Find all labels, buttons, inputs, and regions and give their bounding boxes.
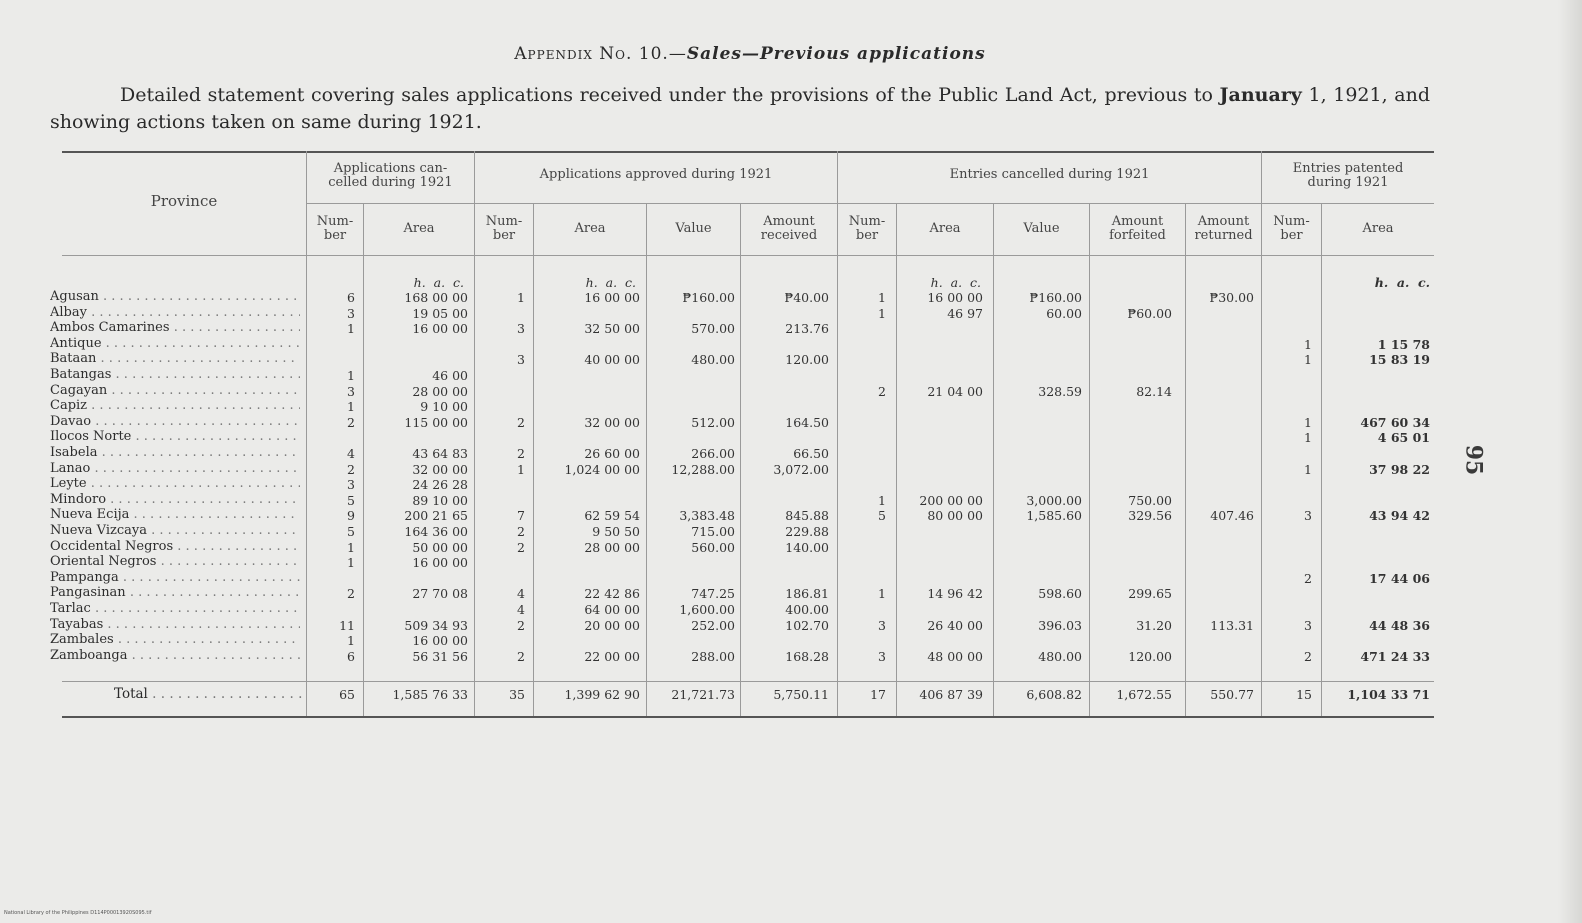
title-prefix: Appendix No. 10.— bbox=[514, 44, 687, 64]
total-cell: 15 bbox=[1296, 687, 1312, 702]
table-bottom-rule bbox=[62, 716, 1434, 718]
total-cell: 1,585 76 33 bbox=[392, 687, 468, 702]
table-cell-a2: 64 00 00 bbox=[584, 602, 640, 617]
table-cell-e2: 46 97 bbox=[947, 306, 983, 321]
table-row-province: Pampanga . . . bbox=[50, 570, 300, 585]
table-cell-a4: ₱40.00 bbox=[784, 290, 829, 305]
table-cell-e1: 3 bbox=[878, 649, 886, 664]
title-italic: Sales—Previous applications bbox=[686, 44, 986, 64]
header-num-text: Num- ber bbox=[316, 214, 354, 243]
table-row-province: Pangasinan . . . bbox=[50, 585, 300, 600]
table-cell-a4: 168.28 bbox=[785, 649, 829, 664]
table-cell-c1: 1 bbox=[347, 368, 355, 383]
table-cell-e3: 60.00 bbox=[1046, 306, 1082, 321]
table-cell-p1: 3 bbox=[1304, 508, 1312, 523]
table-cell-a1: 2 bbox=[517, 618, 525, 633]
table-cell-a2: 16 00 00 bbox=[584, 290, 640, 305]
table-cell-c2: 89 10 00 bbox=[412, 493, 468, 508]
table-cell-e1: 2 bbox=[878, 384, 886, 399]
table-cell-c1: 1 bbox=[347, 633, 355, 648]
units-label: h. a. c. bbox=[1374, 275, 1430, 290]
table-cell-p1: 2 bbox=[1304, 571, 1312, 586]
units-label: h. a. c. bbox=[930, 275, 981, 290]
header-area bbox=[534, 204, 646, 254]
scan-credit: National Library of the Philippines D114P00013920S095.tif bbox=[4, 910, 152, 916]
table-cell-e2: 26 40 00 bbox=[927, 618, 983, 633]
table-cell-c2: 164 36 00 bbox=[404, 524, 468, 539]
table-row-province: Albay . . . bbox=[50, 305, 300, 320]
table-row-province: Tarlac . . . bbox=[50, 601, 300, 616]
table-cell-c2: 19 05 00 bbox=[412, 306, 468, 321]
header-amount-forfeited-text: Amount forfeited bbox=[1109, 214, 1166, 243]
table-row-province: Oriental Negros . . . bbox=[50, 554, 300, 569]
header-entries-patented: Entries patented during 1921 bbox=[1292, 161, 1404, 190]
table-cell-e4: 31.20 bbox=[1136, 618, 1172, 633]
table-cell-a3: 3,383.48 bbox=[679, 508, 735, 523]
table-cell-a1: 1 bbox=[517, 290, 525, 305]
total-cell: 6,608.82 bbox=[1026, 687, 1082, 702]
table-row-province: Davao . . . bbox=[50, 414, 300, 429]
header-area bbox=[364, 204, 474, 254]
table-cell-e3: 598.60 bbox=[1038, 586, 1082, 601]
table-cell-a1: 2 bbox=[517, 649, 525, 664]
table-row-province: Tayabas . . . bbox=[50, 617, 300, 632]
table-cell-e1: 1 bbox=[878, 290, 886, 305]
table-cell-p2: 471 24 33 bbox=[1360, 649, 1430, 664]
table-cell-p1: 2 bbox=[1304, 649, 1312, 664]
table-cell-p1: 1 bbox=[1304, 430, 1312, 445]
table-cell-a3: 570.00 bbox=[691, 321, 735, 336]
table-cell-c2: 9 10 00 bbox=[420, 399, 468, 414]
intro-paragraph bbox=[50, 82, 1430, 136]
table-row-province: Nueva Ecija . . . bbox=[50, 507, 300, 522]
table-cell-a2: 40 00 00 bbox=[584, 352, 640, 367]
table-cell-p1: 3 bbox=[1304, 618, 1312, 633]
table-row-province: Isabela . . . bbox=[50, 445, 300, 460]
table-cell-c2: 16 00 00 bbox=[412, 633, 468, 648]
header-num bbox=[838, 204, 896, 254]
table-cell-c2: 28 00 00 bbox=[412, 384, 468, 399]
col-divider bbox=[896, 203, 897, 716]
table-cell-e2: 80 00 00 bbox=[927, 508, 983, 523]
table-cell-a3: 252.00 bbox=[691, 618, 735, 633]
table-cell-e3: 1,585.60 bbox=[1026, 508, 1082, 523]
table-cell-a4: 3,072.00 bbox=[773, 462, 829, 477]
table-cell-c2: 168 00 00 bbox=[404, 290, 468, 305]
table-cell-a1: 2 bbox=[517, 415, 525, 430]
table-cell-e5: 407.46 bbox=[1210, 508, 1254, 523]
table-cell-p2: 17 44 06 bbox=[1369, 571, 1430, 586]
table-row-province: Ambos Camarines . . . bbox=[50, 320, 300, 335]
table-cell-c2: 115 00 00 bbox=[404, 415, 468, 430]
table-cell-a1: 2 bbox=[517, 446, 525, 461]
table-cell-a3: 288.00 bbox=[691, 649, 735, 664]
table-cell-a4: 400.00 bbox=[785, 602, 829, 617]
table-cell-e4: 750.00 bbox=[1128, 493, 1172, 508]
table-cell-e4: 329.56 bbox=[1128, 508, 1172, 523]
table-row-province: Antique . . . bbox=[50, 336, 300, 351]
total-cell: 21,721.73 bbox=[671, 687, 735, 702]
table-cell-c2: 16 00 00 bbox=[412, 321, 468, 336]
table-cell-a4: 164.50 bbox=[785, 415, 829, 430]
table-cell-a1: 3 bbox=[517, 352, 525, 367]
header-applications-approved: Applications approved during 1921 bbox=[539, 167, 773, 182]
total-cell: 406 87 39 bbox=[919, 687, 983, 702]
table-cell-e3: 3,000.00 bbox=[1026, 493, 1082, 508]
total-cell: 1,399 62 90 bbox=[564, 687, 640, 702]
header-area-text: Area bbox=[929, 221, 961, 236]
table-cell-a3: 266.00 bbox=[691, 446, 735, 461]
table-cell-a3: 1,600.00 bbox=[679, 602, 735, 617]
table-row-province: Lanao . . . bbox=[50, 461, 300, 476]
table-cell-c1: 2 bbox=[347, 462, 355, 477]
intro-text-2: 1, 1921, and showing actions taken on same during 1921. bbox=[50, 84, 1430, 133]
header-amount-returned-text: Amount returned bbox=[1194, 214, 1253, 243]
table-row-province: Leyte . . . bbox=[50, 476, 300, 491]
table-cell-e3: 480.00 bbox=[1038, 649, 1082, 664]
total-cell: 17 bbox=[870, 687, 886, 702]
table-cell-c2: 32 00 00 bbox=[412, 462, 468, 477]
table-cell-c1: 3 bbox=[347, 384, 355, 399]
table-cell-a2: 26 60 00 bbox=[584, 446, 640, 461]
table-cell-a1: 1 bbox=[517, 462, 525, 477]
header-value bbox=[647, 204, 740, 254]
table-cell-c1: 3 bbox=[347, 306, 355, 321]
table-cell-c2: 46 00 bbox=[432, 368, 468, 383]
header-province: Province bbox=[150, 192, 218, 210]
units-label: h. a. c. bbox=[413, 275, 464, 290]
header-bottom-rule bbox=[62, 255, 1434, 256]
table-cell-a4: 213.76 bbox=[785, 321, 829, 336]
header-value-text: Value bbox=[675, 221, 712, 236]
table-cell-e3: ₱160.00 bbox=[1029, 290, 1082, 305]
table-cell-a2: 1,024 00 00 bbox=[564, 462, 640, 477]
header-area bbox=[1322, 204, 1434, 254]
header-number bbox=[1262, 204, 1321, 254]
table-cell-e2: 14 96 42 bbox=[927, 586, 983, 601]
table-cell-c2: 200 21 65 bbox=[404, 508, 468, 523]
table-cell-a4: 140.00 bbox=[785, 540, 829, 555]
col-divider bbox=[993, 203, 994, 716]
table-cell-a2: 20 00 00 bbox=[584, 618, 640, 633]
header-value bbox=[994, 204, 1089, 254]
table-cell-e3: 396.03 bbox=[1038, 618, 1082, 633]
table-cell-a3: 715.00 bbox=[691, 524, 735, 539]
table-row-province: Agusan . . . bbox=[50, 289, 300, 304]
table-cell-a3: 512.00 bbox=[691, 415, 735, 430]
table-cell-e4: 299.65 bbox=[1128, 586, 1172, 601]
table-cell-a2: 28 00 00 bbox=[584, 540, 640, 555]
table-cell-c1: 1 bbox=[347, 321, 355, 336]
table-cell-p1: 1 bbox=[1304, 415, 1312, 430]
header-amount-received-text: Amount received bbox=[760, 214, 818, 243]
table-cell-a3: 480.00 bbox=[691, 352, 735, 367]
table-cell-a4: 845.88 bbox=[785, 508, 829, 523]
table-row-province: Capiz . . . bbox=[50, 398, 300, 413]
page-title bbox=[0, 44, 1500, 64]
table-cell-e2: 200 00 00 bbox=[919, 493, 983, 508]
table-cell-c1: 11 bbox=[339, 618, 355, 633]
table-cell-a1: 2 bbox=[517, 540, 525, 555]
table-cell-c2: 16 00 00 bbox=[412, 555, 468, 570]
header-num bbox=[307, 204, 363, 254]
page-number: 95 bbox=[1460, 444, 1487, 476]
table-cell-c2: 24 26 28 bbox=[412, 477, 468, 492]
table-cell-c1: 1 bbox=[347, 540, 355, 555]
table-cell-a2: 9 50 50 bbox=[592, 524, 640, 539]
table-cell-a3: 12,288.00 bbox=[671, 462, 735, 477]
col-divider bbox=[1089, 203, 1090, 716]
table-cell-c2: 43 64 83 bbox=[412, 446, 468, 461]
intro-bold: January bbox=[1219, 84, 1302, 106]
table-cell-a1: 4 bbox=[517, 586, 525, 601]
header-value-text: Value bbox=[1023, 221, 1060, 236]
table-cell-p2: 15 83 19 bbox=[1369, 352, 1430, 367]
table-cell-a3: 747.25 bbox=[691, 586, 735, 601]
units-label: h. a. c. bbox=[585, 275, 636, 290]
table-cell-c1: 4 bbox=[347, 446, 355, 461]
table-cell-c1: 6 bbox=[347, 649, 355, 664]
table-cell-p2: 4 65 01 bbox=[1377, 430, 1430, 445]
table-row-province: Mindoro . . . bbox=[50, 492, 300, 507]
col-divider bbox=[1185, 203, 1186, 716]
table-row-province: Occidental Negros . . . bbox=[50, 539, 300, 554]
total-top-rule bbox=[62, 681, 1434, 682]
header-amount-returned bbox=[1186, 204, 1261, 254]
header-num bbox=[475, 204, 533, 254]
table-cell-e3: 328.59 bbox=[1038, 384, 1082, 399]
table-row-province: Nueva Vizcaya . . . bbox=[50, 523, 300, 538]
table-cell-a4: 120.00 bbox=[785, 352, 829, 367]
table-cell-p1: 1 bbox=[1304, 352, 1312, 367]
table-cell-e4: ₱60.00 bbox=[1127, 306, 1172, 321]
page-edge-shadow bbox=[1558, 0, 1582, 923]
header-area bbox=[897, 204, 993, 254]
table-cell-p2: 467 60 34 bbox=[1360, 415, 1430, 430]
table-cell-a1: 7 bbox=[517, 508, 525, 523]
table-cell-p2: 44 48 36 bbox=[1369, 618, 1430, 633]
table-cell-e1: 3 bbox=[878, 618, 886, 633]
table-cell-c1: 6 bbox=[347, 290, 355, 305]
table-cell-a2: 22 00 00 bbox=[584, 649, 640, 664]
table-cell-e4: 82.14 bbox=[1136, 384, 1172, 399]
table-row-province: Batangas . . . bbox=[50, 367, 300, 382]
table-top-rule bbox=[62, 151, 1434, 153]
table-cell-c1: 1 bbox=[347, 399, 355, 414]
table-cell-e2: 16 00 00 bbox=[927, 290, 983, 305]
table-cell-e1: 1 bbox=[878, 586, 886, 601]
table-cell-a4: 102.70 bbox=[785, 618, 829, 633]
table-cell-e5: ₱30.00 bbox=[1209, 290, 1254, 305]
table-cell-c1: 3 bbox=[347, 477, 355, 492]
table-cell-c2: 50 00 00 bbox=[412, 540, 468, 555]
intro-text: Detailed statement covering sales applications received under the provisions of the Public Land Act, previous to bbox=[120, 84, 1220, 106]
table-row-province: Zambales . . . bbox=[50, 632, 300, 647]
table-cell-p2: 37 98 22 bbox=[1369, 462, 1430, 477]
total-cell: 5,750.11 bbox=[773, 687, 829, 702]
table-row-province: Ilocos Norte . . . bbox=[50, 429, 300, 444]
table-cell-a4: 229.88 bbox=[785, 524, 829, 539]
table-cell-a2: 32 50 00 bbox=[584, 321, 640, 336]
total-cell: 35 bbox=[509, 687, 525, 702]
header-area-text: Area bbox=[1362, 221, 1394, 236]
table-cell-e2: 48 00 00 bbox=[927, 649, 983, 664]
table-cell-e4: 120.00 bbox=[1128, 649, 1172, 664]
table-cell-e1: 1 bbox=[878, 306, 886, 321]
col-divider bbox=[1321, 203, 1322, 716]
header-applications-cancelled: Applications can- celled during 1921 bbox=[328, 161, 453, 190]
table-cell-c2: 27 70 08 bbox=[412, 586, 468, 601]
header-number-text: Num- ber bbox=[1273, 214, 1310, 243]
table-cell-a4: 186.81 bbox=[785, 586, 829, 601]
table-cell-a1: 2 bbox=[517, 524, 525, 539]
table-row-province: Zamboanga . . . bbox=[50, 648, 300, 663]
header-entries-cancelled: Entries cancelled during 1921 bbox=[949, 167, 1150, 182]
table-cell-p1: 1 bbox=[1304, 462, 1312, 477]
table-cell-a1: 4 bbox=[517, 602, 525, 617]
table-cell-c2: 56 31 56 bbox=[412, 649, 468, 664]
header-area-text: Area bbox=[403, 221, 435, 236]
table-cell-p2: 43 94 42 bbox=[1369, 508, 1430, 523]
table-cell-a2: 62 59 54 bbox=[584, 508, 640, 523]
table-row-province: Bataan . . . bbox=[50, 351, 300, 366]
total-cell: 550.77 bbox=[1210, 687, 1254, 702]
table-cell-a3: ₱160.00 bbox=[682, 290, 735, 305]
table-cell-e1: 1 bbox=[878, 493, 886, 508]
total-cell: 1,104 33 71 bbox=[1347, 687, 1430, 702]
header-amount-forfeited bbox=[1090, 204, 1185, 254]
table-cell-c1: 9 bbox=[347, 508, 355, 523]
table-row-province: Cagayan . . . bbox=[50, 383, 300, 398]
table-cell-a3: 560.00 bbox=[691, 540, 735, 555]
header-num-text: Num- ber bbox=[848, 214, 886, 243]
total-cell: 65 bbox=[339, 687, 355, 702]
header-area-text: Area bbox=[574, 221, 606, 236]
table-cell-c1: 2 bbox=[347, 415, 355, 430]
table-cell-c1: 5 bbox=[347, 493, 355, 508]
table-cell-e5: 113.31 bbox=[1210, 618, 1254, 633]
table-cell-c2: 509 34 93 bbox=[404, 618, 468, 633]
total-cell: 1,672.55 bbox=[1116, 687, 1172, 702]
header-amount-received bbox=[741, 204, 837, 254]
table-cell-p2: 1 15 78 bbox=[1377, 337, 1430, 352]
table-cell-a1: 3 bbox=[517, 321, 525, 336]
table-cell-e1: 5 bbox=[878, 508, 886, 523]
table-cell-p1: 1 bbox=[1304, 337, 1312, 352]
table-cell-a4: 66.50 bbox=[793, 446, 829, 461]
table-cell-c1: 1 bbox=[347, 555, 355, 570]
table-cell-c1: 2 bbox=[347, 586, 355, 601]
table-cell-a2: 32 00 00 bbox=[584, 415, 640, 430]
table-cell-a2: 22 42 86 bbox=[584, 586, 640, 601]
table-cell-e2: 21 04 00 bbox=[927, 384, 983, 399]
table-cell-c1: 5 bbox=[347, 524, 355, 539]
header-num-text: Num- ber bbox=[485, 214, 523, 243]
total-label: Total . . . bbox=[114, 686, 304, 702]
